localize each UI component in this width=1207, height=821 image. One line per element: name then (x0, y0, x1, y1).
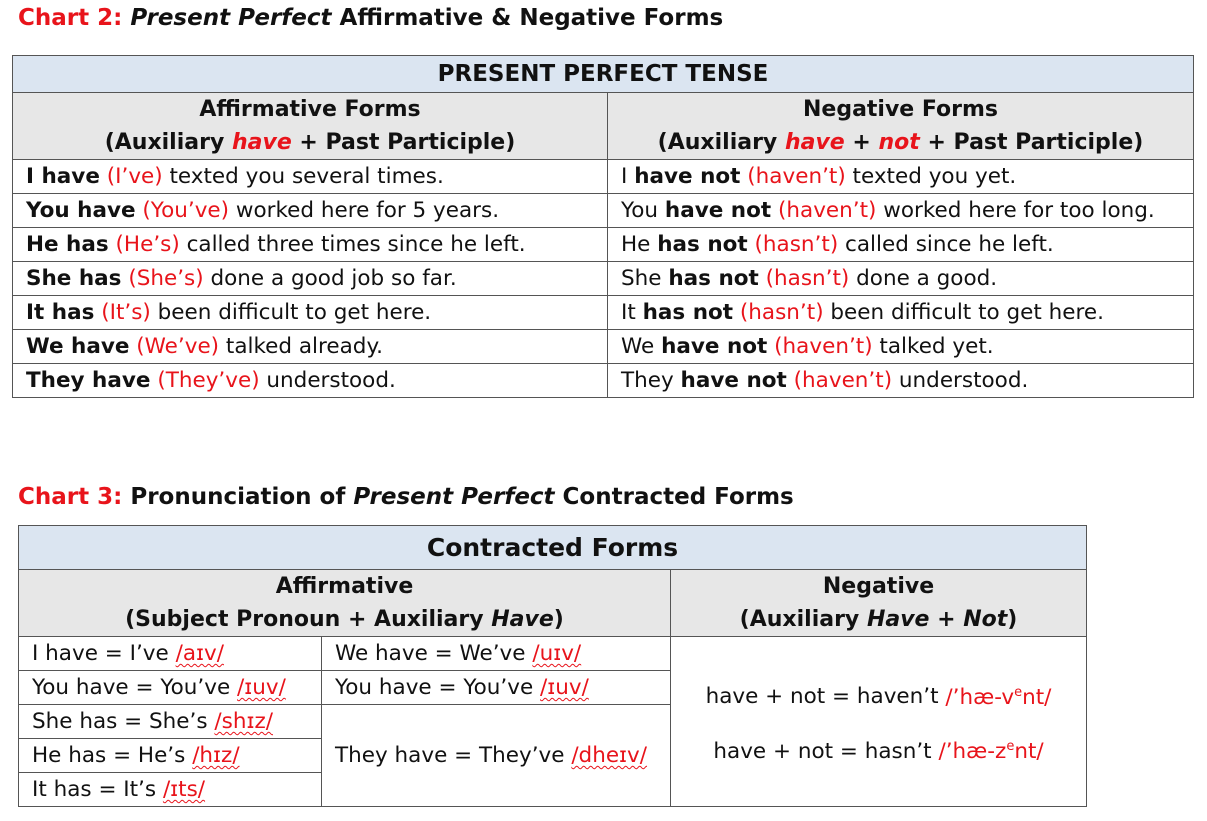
negative-contraction: have + not = hasn’t $/’hæ-z^ent/$ (713, 738, 1044, 764)
affirmative-formula: (Subject Pronoun + Auxiliary Have) (125, 607, 564, 632)
chart-2-label: Chart 2: (18, 5, 123, 31)
chart-3-title-rest: Contracted Forms (554, 484, 794, 510)
ipa-transcription: /ɪuv/ (540, 675, 589, 700)
affirmative-example: She has (She’s) done a good job so far. (13, 262, 608, 296)
chart-2-title-rest: Affirmative & Negative Forms (331, 5, 724, 31)
contraction-cell: She has = She’s /shɪz/ (19, 705, 322, 739)
affirmative-example: I have (I’ve) texted you several times. (13, 160, 608, 194)
negative-forms-header (608, 93, 1194, 160)
ipa-transcription: /hɪz/ (192, 743, 240, 768)
table-row (13, 296, 1194, 330)
contraction-cell: We have = We’ve /uɪv/ (322, 637, 671, 671)
present-perfect-table (12, 55, 1194, 398)
negative-example: He has not (hasn’t) called since he left. (608, 228, 1194, 262)
contracted-forms-table (18, 525, 1087, 807)
ipa-transcription: /aɪv/ (175, 641, 224, 666)
ipa-transcription: /shɪz/ (214, 709, 273, 734)
affirmative-example: You have (You’ve) worked here for 5 years. (13, 194, 608, 228)
chart-2-title (18, 5, 723, 31)
table-row (13, 160, 1194, 194)
table-row (13, 364, 1194, 398)
ipa-transcription: $/’hæ-v^ent/$ (945, 684, 1052, 710)
negative-example: I have not (haven’t) texted you yet. (608, 160, 1194, 194)
negative-example: You have not (haven’t) worked here for too long. (608, 194, 1194, 228)
negative-title: Negative (822, 574, 935, 599)
negative-example: We have not (haven’t) talked yet. (608, 330, 1194, 364)
chart-3-label: Chart 3: (18, 484, 123, 510)
negative-contractions-cell (671, 637, 1087, 807)
affirmative-example: It has (It’s) been difficult to get here. (13, 296, 608, 330)
negative-header (671, 570, 1087, 637)
ipa-transcription: /uɪv/ (532, 641, 582, 666)
ipa-transcription: /ɪts/ (162, 777, 206, 802)
affirmative-example: We have (We’ve) talked already. (13, 330, 608, 364)
negative-contraction: have + not = haven’t $/’hæ-v^ent/$ (705, 684, 1052, 710)
table-row (13, 228, 1194, 262)
contraction-cell: You have = You’ve /ɪuv/ (322, 671, 671, 705)
present-perfect-heading: PRESENT PERFECT TENSE (13, 56, 1194, 93)
contraction-cell: It has = It’s /ɪts/ (19, 773, 322, 807)
chart-3-title-pre: Pronunciation of (122, 484, 354, 510)
affirmative-forms-header (13, 93, 608, 160)
affirmative-example: They have (They’ve) understood. (13, 364, 608, 398)
negative-example: It has not (hasn’t) been difficult to get here. (608, 296, 1194, 330)
ipa-transcription: /ɪuv/ (237, 675, 286, 700)
table-row (13, 330, 1194, 364)
table-row (13, 262, 1194, 296)
negative-example: They have not (haven’t) understood. (608, 364, 1194, 398)
negative-example: She has not (hasn’t) done a good. (608, 262, 1194, 296)
negative-forms-title: Negative Forms (802, 97, 999, 122)
chart-3-title (18, 484, 794, 510)
contraction-cell: You have = You’ve /ɪuv/ (19, 671, 322, 705)
affirmative-example: He has (He’s) called three times since he left. (13, 228, 608, 262)
affirmative-title: Affirmative (275, 574, 414, 599)
chart-2-title-italic: Present Perfect (130, 5, 332, 31)
affirmative-header (19, 570, 671, 637)
chart-3-title-italic: Present Perfect (353, 484, 555, 510)
contraction-cell: I have = I’ve /aɪv/ (19, 637, 322, 671)
negative-forms-formula: (Auxiliary have + not + Past Participle) (657, 130, 1144, 155)
affirmative-forms-title: Affirmative Forms (199, 97, 421, 122)
contracted-forms-heading: Contracted Forms (19, 526, 1087, 570)
contraction-cell: They have = They’ve /dheɪv/ (322, 705, 671, 807)
ipa-transcription: /dheɪv/ (571, 743, 648, 768)
negative-formula: (Auxiliary Have + Not) (739, 607, 1018, 632)
affirmative-forms-formula: (Auxiliary have + Past Participle) (104, 130, 516, 155)
contraction-cell: He has = He’s /hɪz/ (19, 739, 322, 773)
table-row (13, 194, 1194, 228)
ipa-transcription: $/’hæ-z^ent/$ (938, 738, 1044, 764)
